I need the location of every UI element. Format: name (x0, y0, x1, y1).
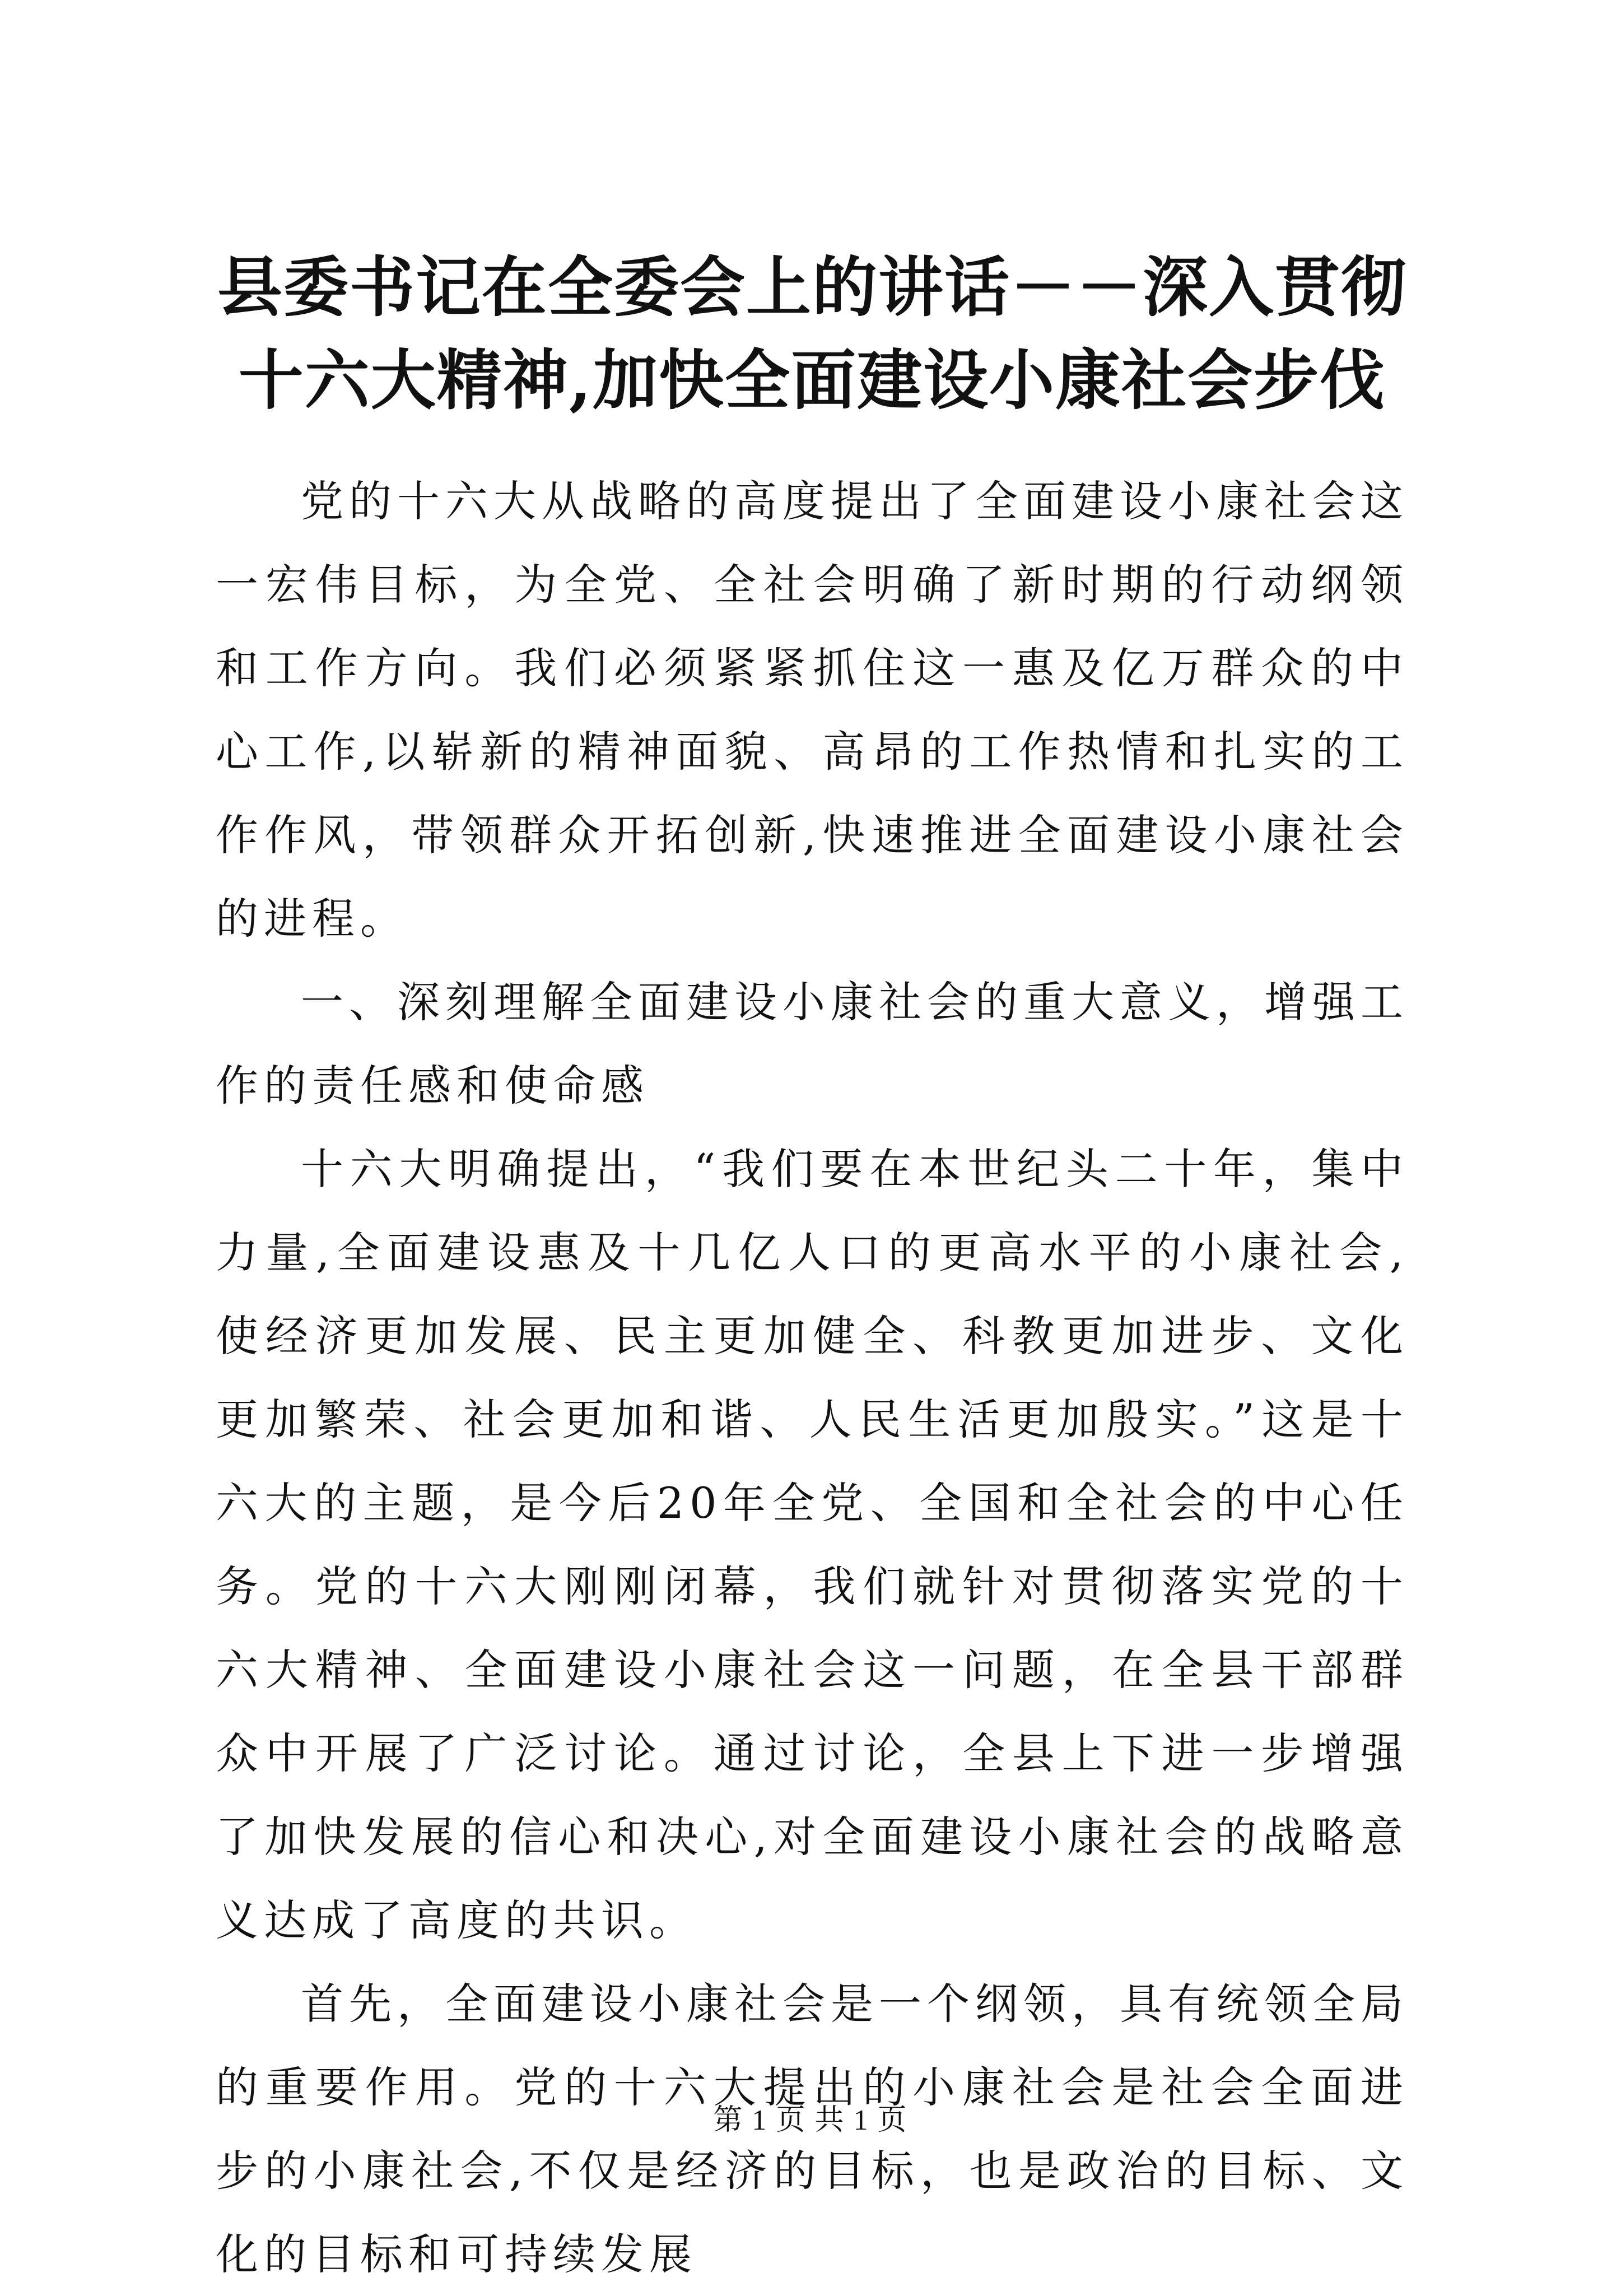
document-body (216, 459, 1409, 2296)
paragraph-intro: 党的十六大从战略的高度提出了全面建设小康社会这一宏伟目标，为全党、全社会明确了新时期的行动纲领和工作方向。我们必须紧紧抓住这一惠及亿万群众的中心工作,以崭新的精神面貌、高昂的工作热情和扎实的工作作风，带领群众开拓创新,快速推进全面建设小康社会的进程。 (216, 476, 1409, 944)
paragraph-first-point: 首先，全面建设小康社会是一个纲领，具有统领全局的重要作用。党的十六大提出的小康社会是社会全面进步的小康社会,不仅是经济的目标，也是政治的目标、文化的目标和可持续发展 (216, 1979, 1409, 2279)
paragraph-theme: 十六大明确提出，“我们要在本世纪头二十年，集中力量,全面建设惠及十几亿人口的更高水平的小康社会,使经济更加发展、民主更加健全、科教更加进步、文化更加繁荣、社会更加和谐、人民生活更加殷实。”这是十六大的主题，是今后20年全党、全国和全社会的中心任务。党的十六大刚刚闭幕，我们就针对贯彻落实党的十六大精神、全面建设小康社会这一问题，在全县干部群众中开展了广泛讨论。通过讨论，全县上下进一步增强了加快发展的信心和决心,对全面建设小康社会的战略意义达成了高度的共识。 (216, 1144, 1409, 1945)
section-heading-one: 一、深刻理解全面建设小康社会的重大意义，增强工作的责任感和使命感 (216, 977, 1409, 1110)
document-title: 县委书记在全委会上的讲话－－深入贯彻十六大精神,加快全面建设小康社会步伐 (217, 249, 1407, 419)
page-footer: 第 1 页 共 1 页 (713, 2104, 908, 2136)
